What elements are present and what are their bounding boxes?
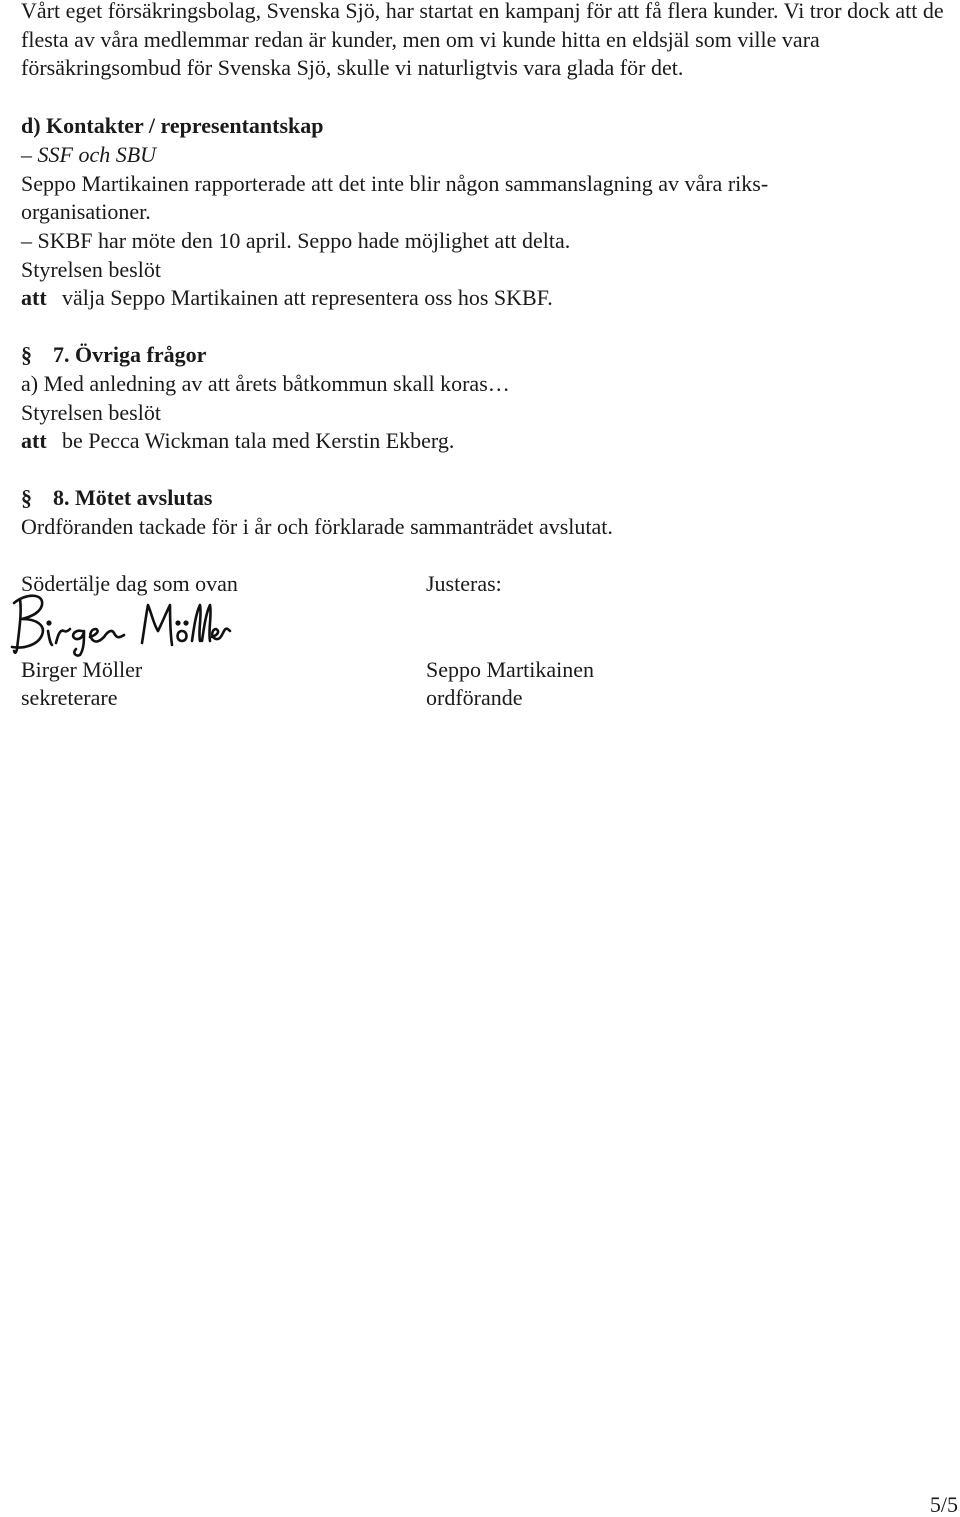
section-d-line-2: organisationer. [21, 199, 151, 224]
section-d-decision-label: Styrelsen beslöt [21, 257, 161, 282]
section-8-title: 8. Mötet avslutas [53, 485, 213, 510]
section-8-heading [21, 485, 212, 513]
section-d-decision [21, 285, 553, 313]
section-d-line-3: – SKBF har möte den 10 april. Seppo hade möjlighet att delta. [21, 228, 571, 253]
att-keyword: att [21, 285, 47, 310]
section-d-heading: d) Kontakter / representantskap [21, 113, 324, 138]
section-7-decision-label: Styrelsen beslöt [21, 400, 161, 425]
section-d-subheading: – SSF och SBU [21, 142, 157, 167]
section-symbol: § [21, 342, 32, 367]
section-symbol: § [21, 485, 32, 510]
section-d-line-1: Seppo Martikainen rapporterade att det inte blir någon sammanslagning av våra riks- [21, 171, 769, 196]
decision-text: välja Seppo Martikainen att representera oss hos SKBF. [62, 285, 553, 310]
decision-text: be Pecca Wickman tala med Kerstin Ekberg. [62, 428, 455, 453]
section-7-title: 7. Övriga frågor [53, 342, 207, 367]
intro-paragraph: Vårt eget försäkringsbolag, Svenska Sjö, har startat en kampanj för att få flera kunder. Vi tror dock att de flesta av våra medlemmar redan är kunder, men om vi kunde hitta en eldsjäl som ville vara försäkringsombud för Svenska Sjö, skulle vi naturligtvis vara glada för det. [21, 0, 944, 81]
section-7-heading [21, 342, 206, 370]
handwritten-signature [6, 591, 232, 657]
right-signer-name: Seppo Martikainen [426, 657, 595, 682]
verified-label: Justeras: [426, 571, 502, 596]
page-number: 5/5 [929, 1492, 958, 1517]
section-7-decision [21, 428, 454, 456]
section-8-line-1: Ordföranden tackade för i år och förklarade sammanträdet avslutat. [21, 514, 613, 539]
section-7-line-1: a) Med anledning av att årets båtkommun skall koras… [21, 371, 510, 396]
left-signer-name: Birger Möller [21, 657, 143, 682]
att-keyword: att [21, 428, 47, 453]
place-date: Södertälje dag som ovan [21, 571, 238, 596]
right-signer-role: ordförande [426, 685, 523, 710]
left-signer-role: sekreterare [21, 685, 118, 710]
